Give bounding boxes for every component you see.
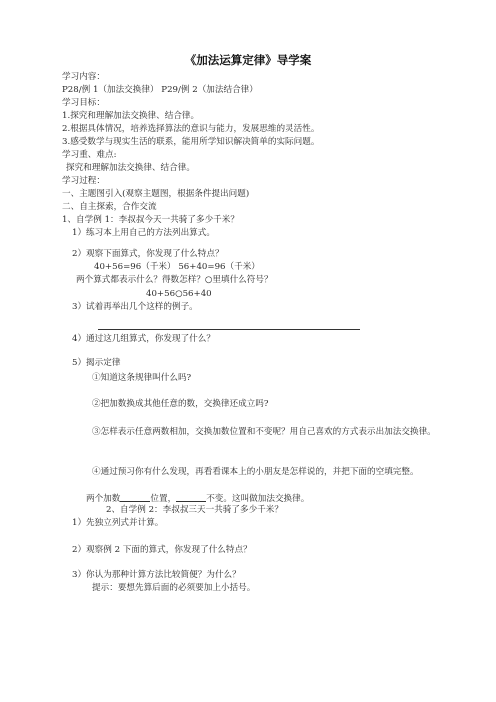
answer-line: [98, 329, 360, 330]
process-heading: 学习过程：: [62, 176, 105, 186]
objective-3: 3.感受数学与现实生活的联系，能用所学知识解决简单的实际问题。: [62, 137, 320, 147]
example-2-step-3: 3）你认为那种计算方法比较简便？为什么？: [72, 570, 241, 580]
step-5: 5）揭示定律: [72, 358, 121, 368]
objectives-heading: 学习目标：: [62, 98, 105, 108]
fill-in-sentence: [86, 492, 309, 505]
section-two: 二、自主探索，合作交流: [62, 202, 157, 212]
step-3: 3）试着再举出几个这样的例子。: [72, 302, 198, 312]
study-content-heading: 学习内容：: [62, 72, 105, 82]
key-points-heading: 学习重、难点:: [62, 150, 117, 160]
step-2: 2）观察下面算式，你发现了什么特点？: [72, 249, 224, 259]
compare-equation: 40+56○56+40: [146, 289, 212, 299]
blank-1[interactable]: [120, 492, 150, 502]
example-1-heading: 1、自学例 1：李叔叔今天一共骑了多少千米？: [62, 215, 239, 225]
example-2-step-2: 2）观察例 2 下面的算式，你发现了什么特点？: [72, 545, 252, 555]
step-1: 1）练习本上用自己的方法列出算式。: [72, 228, 215, 238]
document-title: 《加法运算定律》导学案: [184, 53, 312, 67]
fill-in-part-3: 不变。这叫做加法交换律。: [206, 494, 310, 504]
study-content-text: P28/例 1（加法交换律） P29/例 2（加法结合律）: [62, 85, 258, 95]
blank-2[interactable]: [176, 492, 206, 502]
hint: 提示：要想先算后面的必须要加上小括号。: [92, 583, 256, 593]
example-2-step-1: 1）先独立列式并计算。: [72, 518, 164, 528]
question-3: ③怎样表示任意两数相加，交换加数位置和不变呢？用自己喜欢的方式表示出加法交换律。: [92, 427, 436, 437]
key-points-text: 探究和理解加法交换律、结合律。: [66, 163, 195, 173]
equations: 40+56=96（千米） 56+40=96（千米）: [94, 262, 260, 272]
fill-in-part-2: 位置，: [150, 494, 177, 504]
question-1: ①知道这条规律叫什么吗?: [92, 373, 192, 383]
objective-2: 2.根据具体情况，培养选择算法的意识与能力，发展思维的灵活性。: [62, 124, 320, 134]
step-2-question: 两个算式都表示什么？得数怎样？○里填什么符号？: [76, 275, 273, 285]
section-one: 一、主题图引入(观察主题图，根据条件提出问题): [62, 189, 250, 199]
step-4: 4）通过这几组算式，你发现了什么？: [72, 334, 215, 344]
question-2: ②把加数换成其他任意的数，交换律还成立吗?: [92, 399, 269, 409]
fill-in-part-1: 两个加数: [86, 494, 121, 504]
objective-1: 1.探究和理解加法交换律、结合律。: [62, 111, 200, 121]
question-4: ④通过预习你有什么发现，再看看课本上的小朋友是怎样说的，并把下面的空填完整。: [92, 467, 419, 477]
example-2-heading: 2、自学例 2：李叔叔三天一共骑了多少千米？: [106, 505, 283, 515]
